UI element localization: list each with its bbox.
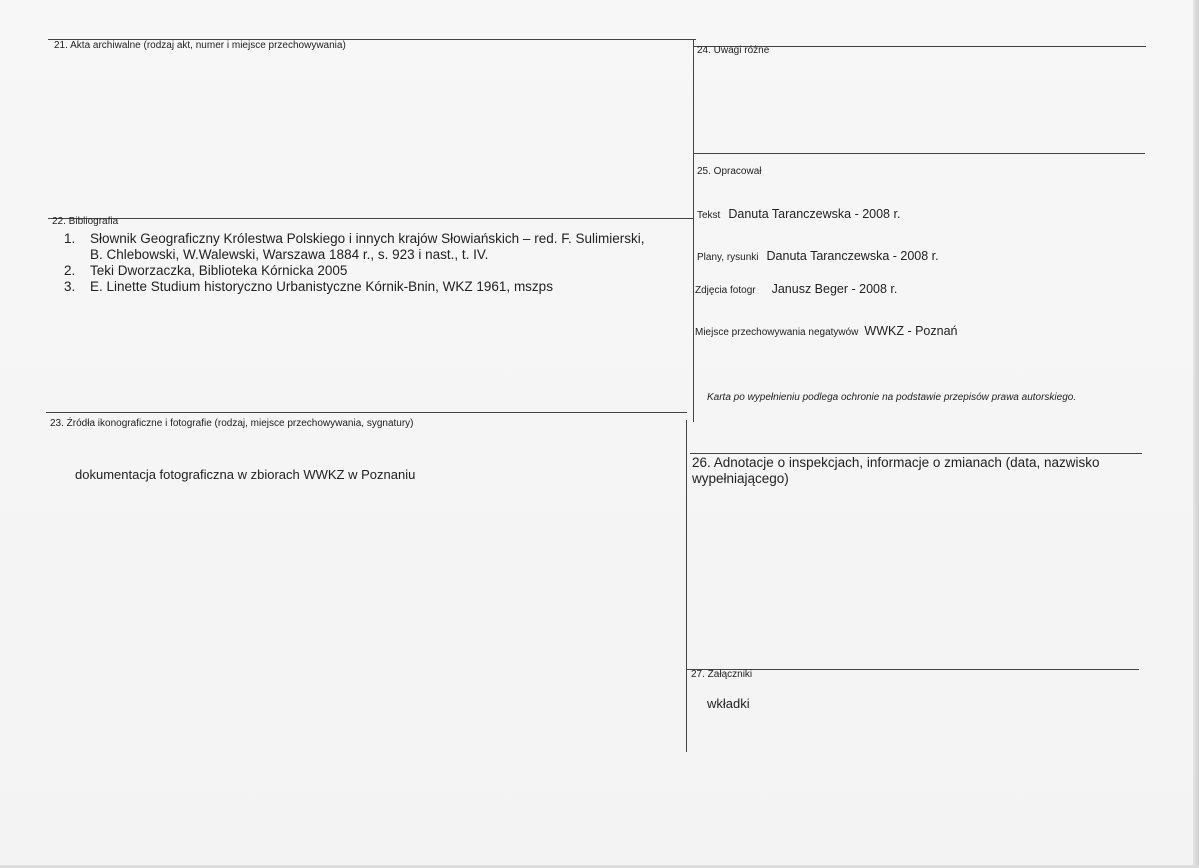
section-24-label: 24. Uwagi różne	[697, 45, 770, 56]
negatives-location-value: WWKZ - Poznań	[864, 324, 958, 338]
negatives-location-row	[695, 324, 958, 338]
rule-above-22	[48, 218, 694, 219]
rule-center-upper	[693, 40, 694, 422]
list-item	[60, 231, 644, 263]
section-23-label: 23. Źródła ikonograficzne i fotografie (rodzaj, miejsce przechowywania, sygnatury)	[50, 418, 414, 429]
list-item-number: 3.	[64, 279, 76, 294]
negatives-location-label: Miejsce przechowywania negatywów	[695, 327, 859, 338]
section-27-label: 27. Załączniki	[691, 669, 753, 680]
section-22-label: 22. Bibliografia	[52, 216, 119, 227]
copyright-note: Karta po wypełnieniu podlega ochronie na podstawie przepisów prawa autorskiego.	[707, 392, 1077, 403]
section-26-label: 26. Adnotacje o inspekcjach, informacje o zmianach (data, nazwisko wypełniającego)	[692, 455, 1100, 486]
section-27-content: wkładki	[707, 696, 750, 711]
paper-edge-right	[1193, 0, 1199, 868]
bibliography-list	[60, 231, 644, 295]
author-photos-value: Janusz Beger - 2008 r.	[771, 282, 898, 296]
rule-above-26	[690, 453, 1142, 454]
list-item-number: 2.	[64, 263, 76, 278]
author-text-value: Danuta Taranczewska - 2008 r.	[728, 207, 901, 221]
list-item-text: Teki Dworzaczka, Biblioteka Kórnicka 2005	[90, 263, 348, 278]
list-item-text-cont: B. Chlebowski, W.Walewski, Warszawa 1884 r., s. 923 i nast., t. IV.	[90, 247, 489, 262]
author-photos-row	[695, 282, 897, 296]
list-item-text: E. Linette Studium historyczno Urbanistyczne Kórnik-Bnin, WKZ 1961, mszps	[90, 279, 553, 294]
section-21-label: 21. Akta archiwalne (rodzaj akt, numer i miejsce przechowywania)	[54, 40, 346, 51]
author-plans-value: Danuta Taranczewska - 2008 r.	[766, 249, 939, 263]
rule-above-23	[46, 412, 687, 413]
author-plans-label: Plany, rysunki	[697, 252, 759, 263]
author-plans-row	[697, 249, 939, 263]
rule-center-lower	[686, 420, 687, 752]
rule-above-27	[687, 669, 1139, 670]
author-text-row	[697, 207, 900, 221]
rule-above-25	[694, 153, 1145, 154]
section-23-content: dokumentacja fotograficzna w zbiorach WWKZ w Poznaniu	[75, 467, 416, 482]
list-item-number: 1.	[64, 231, 76, 246]
author-text-label: Tekst	[697, 210, 721, 221]
section-25-label: 25. Opracował	[697, 166, 762, 177]
list-item-text: Słownik Geograficzny Królestwa Polskiego i innych krajów Słowiańskich – red. F. Sulimierski,	[90, 231, 645, 246]
list-item	[60, 263, 644, 279]
author-photos-label: Zdjęcia fotogr	[695, 285, 756, 296]
list-item	[60, 279, 644, 295]
